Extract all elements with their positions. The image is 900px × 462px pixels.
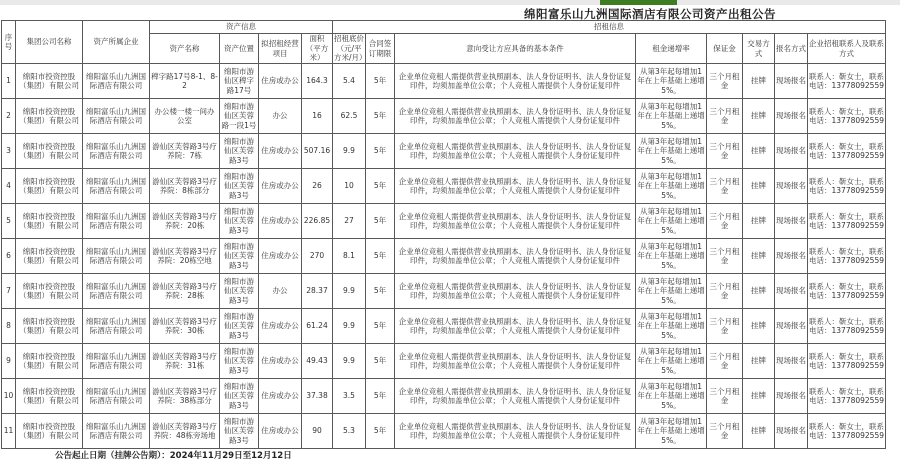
header-trade: 交易方式 bbox=[743, 34, 775, 64]
cell-condition: 企业单位竞租人需提供营业执照副本、法人身份证明书、法人身份证复印件，均须加盖单位公章；个人竞租人需提供个人身份证复印件 bbox=[395, 239, 636, 274]
cell-location: 绵阳市游仙区芙蓉路3号 bbox=[220, 344, 259, 379]
cell-trade: 挂牌 bbox=[743, 64, 775, 99]
cell-project: 住房或办公 bbox=[259, 309, 302, 344]
cell-deposit: 三个月租金 bbox=[707, 379, 743, 414]
header-contact: 企业招租联系人及联系方式 bbox=[808, 34, 886, 64]
top-bar-green-segment bbox=[600, 0, 677, 5]
cell-group: 绵阳市投资控股（集团）有限公司 bbox=[16, 169, 83, 204]
cell-trade: 挂牌 bbox=[743, 99, 775, 134]
cell-price: 62.5 bbox=[333, 99, 366, 134]
cell-condition: 企业单位竞租人需提供营业执照副本、法人身份证明书、法人身份证复印件，均须加盖单位公章；个人竞租人需提供个人身份证复印件 bbox=[395, 414, 636, 449]
header-condition: 意向受让方应具备的基本条件 bbox=[395, 34, 636, 64]
cell-group: 绵阳市投资控股（集团）有限公司 bbox=[16, 99, 83, 134]
cell-term: 5年 bbox=[366, 414, 395, 449]
cell-seq: 9 bbox=[2, 344, 16, 379]
cell-group: 绵阳市投资控股（集团）有限公司 bbox=[16, 309, 83, 344]
cell-condition: 企业单位竞租人需提供营业执照副本、法人身份证明书、法人身份证复印件，均须加盖单位公章；个人竞租人需提供个人身份证复印件 bbox=[395, 309, 636, 344]
cell-company: 绵阳富乐山九洲国际酒店有限公司 bbox=[83, 274, 150, 309]
cell-project: 住房或办公 bbox=[259, 414, 302, 449]
cell-increase: 从第3年起每增加1年在上年基础上递增5%。 bbox=[636, 169, 707, 204]
cell-price: 5.3 bbox=[333, 414, 366, 449]
cell-deposit: 三个月租金 bbox=[707, 344, 743, 379]
top-bar bbox=[0, 0, 900, 5]
cell-deposit: 三个月租金 bbox=[707, 239, 743, 274]
cell-area: 37.38 bbox=[302, 379, 333, 414]
header-increase: 租金递增率 bbox=[636, 34, 707, 64]
cell-increase: 从第3年起每增加1年在上年基础上递增5%。 bbox=[636, 414, 707, 449]
cell-company: 绵阳富乐山九洲国际酒店有限公司 bbox=[83, 204, 150, 239]
cell-price: 9.9 bbox=[333, 134, 366, 169]
cell-project: 住房或办公 bbox=[259, 379, 302, 414]
cell-asset-name: 游仙区芙蓉路3号疗养院：38栋部分 bbox=[150, 379, 220, 414]
cell-company: 绵阳富乐山九洲国际酒店有限公司 bbox=[83, 379, 150, 414]
cell-asset-name: 游仙区芙蓉路3号疗养院：31栋 bbox=[150, 344, 220, 379]
cell-location: 绵阳市游仙区芙蓉路3号 bbox=[220, 169, 259, 204]
cell-project: 住房或办公 bbox=[259, 204, 302, 239]
cell-price: 27 bbox=[333, 204, 366, 239]
cell-group: 绵阳市投资控股（集团）有限公司 bbox=[16, 134, 83, 169]
cell-price: 9.9 bbox=[333, 274, 366, 309]
cell-condition: 企业单位竞租人需提供营业执照副本、法人身份证明书、法人身份证复印件，均须加盖单位公章；个人竞租人需提供个人身份证复印件 bbox=[395, 169, 636, 204]
cell-area: 16 bbox=[302, 99, 333, 134]
cell-trade: 挂牌 bbox=[743, 309, 775, 344]
header-owner-company: 资产所属企业 bbox=[83, 21, 150, 64]
cell-signup: 现场报名 bbox=[775, 414, 808, 449]
table-row bbox=[2, 239, 886, 274]
cell-project: 办公 bbox=[259, 274, 302, 309]
cell-company: 绵阳富乐山九洲国际酒店有限公司 bbox=[83, 64, 150, 99]
cell-location: 绵阳市游仙区芙蓉路3号 bbox=[220, 204, 259, 239]
cell-term: 5年 bbox=[366, 274, 395, 309]
cell-condition: 企业单位竞租人需提供营业执照副本、法人身份证明书、法人身份证复印件，均须加盖单位公章；个人竞租人需提供个人身份证复印件 bbox=[395, 379, 636, 414]
cell-signup: 现场报名 bbox=[775, 344, 808, 379]
cell-contact: 联系人：靳女士，联系电话：13778092559 bbox=[808, 169, 886, 204]
cell-signup: 现场报名 bbox=[775, 239, 808, 274]
cell-increase: 从第3年起每增加1年在上年基础上递增5%。 bbox=[636, 204, 707, 239]
cell-project: 住房或办公 bbox=[259, 344, 302, 379]
cell-price: 10 bbox=[333, 169, 366, 204]
cell-seq: 8 bbox=[2, 309, 16, 344]
cell-seq: 1 bbox=[2, 64, 16, 99]
cell-deposit: 三个月租金 bbox=[707, 99, 743, 134]
cell-project: 住房或办公 bbox=[259, 239, 302, 274]
table-row bbox=[2, 344, 886, 379]
table-row bbox=[2, 414, 886, 449]
table-row bbox=[2, 309, 886, 344]
cell-contact: 联系人：靳女士，联系电话：13778092559 bbox=[808, 134, 886, 169]
table-row bbox=[2, 99, 886, 134]
cell-company: 绵阳富乐山九洲国际酒店有限公司 bbox=[83, 344, 150, 379]
cell-contact: 联系人：靳女士，联系电话：13778092559 bbox=[808, 274, 886, 309]
cell-asset-name: 游仙区芙蓉路3号疗养院：20栋空地 bbox=[150, 239, 220, 274]
cell-group: 绵阳市投资控股（集团）有限公司 bbox=[16, 414, 83, 449]
cell-seq: 5 bbox=[2, 204, 16, 239]
cell-area: 164.3 bbox=[302, 64, 333, 99]
cell-seq: 4 bbox=[2, 169, 16, 204]
cell-trade: 挂牌 bbox=[743, 274, 775, 309]
cell-company: 绵阳富乐山九洲国际酒店有限公司 bbox=[83, 134, 150, 169]
header-signup: 报名方式 bbox=[775, 34, 808, 64]
cell-area: 226.85 bbox=[302, 204, 333, 239]
cell-signup: 现场报名 bbox=[775, 274, 808, 309]
cell-location: 绵阳市游仙区芙蓉路3号 bbox=[220, 414, 259, 449]
cell-company: 绵阳富乐山九洲国际酒店有限公司 bbox=[83, 99, 150, 134]
cell-deposit: 三个月租金 bbox=[707, 169, 743, 204]
cell-contact: 联系人：靳女士，联系电话：13778092559 bbox=[808, 379, 886, 414]
cell-trade: 挂牌 bbox=[743, 169, 775, 204]
cell-group: 绵阳市投资控股（集团）有限公司 bbox=[16, 274, 83, 309]
cell-contact: 联系人：靳女士，联系电话：13778092559 bbox=[808, 414, 886, 449]
cell-trade: 挂牌 bbox=[743, 344, 775, 379]
cell-seq: 7 bbox=[2, 274, 16, 309]
cell-trade: 挂牌 bbox=[743, 134, 775, 169]
cell-asset-name: 游仙区芙蓉路3号疗养院：20栋 bbox=[150, 204, 220, 239]
announcement-period-note: 公告起止日期（挂牌公告期）：2024年11月29日至12月12日 bbox=[55, 451, 292, 461]
cell-location: 绵阳市游仙区芙蓉路3号 bbox=[220, 379, 259, 414]
cell-condition: 企业单位竞租人需提供营业执照副本、法人身份证明书、法人身份证复印件，均须加盖单位公章；个人竞租人需提供个人身份证复印件 bbox=[395, 274, 636, 309]
cell-price: 9.9 bbox=[333, 309, 366, 344]
cell-increase: 从第3年起每增加1年在上年基础上递增5%。 bbox=[636, 309, 707, 344]
cell-increase: 从第3年起每增加1年在上年基础上递增5%。 bbox=[636, 64, 707, 99]
cell-location: 绵阳市游仙区芙蓉路3号 bbox=[220, 309, 259, 344]
cell-asset-name: 游仙区芙蓉路3号疗养院：48栋旁场地 bbox=[150, 414, 220, 449]
cell-term: 5年 bbox=[366, 309, 395, 344]
cell-contact: 联系人：靳女士，联系电话：13778092559 bbox=[808, 99, 886, 134]
cell-group: 绵阳市投资控股（集团）有限公司 bbox=[16, 344, 83, 379]
cell-asset-name: 办公楼一楼一间办公室 bbox=[150, 99, 220, 134]
cell-increase: 从第3年起每增加1年在上年基础上递增5%。 bbox=[636, 134, 707, 169]
cell-project: 住房或办公 bbox=[259, 169, 302, 204]
cell-price: 5.4 bbox=[333, 64, 366, 99]
table-body bbox=[2, 64, 886, 449]
header-asset-name: 资产名称 bbox=[150, 34, 220, 64]
header-location: 资产位置 bbox=[220, 34, 259, 64]
header-rent-info: 招租信息 bbox=[333, 21, 886, 34]
header-term: 合同签订期限 bbox=[366, 34, 395, 64]
cell-asset-name: 游仙区芙蓉路3号疗养院：30栋 bbox=[150, 309, 220, 344]
cell-location: 绵阳市游仙区芙蓉路3号 bbox=[220, 134, 259, 169]
cell-signup: 现场报名 bbox=[775, 309, 808, 344]
cell-group: 绵阳市投资控股（集团）有限公司 bbox=[16, 64, 83, 99]
cell-condition: 企业单位竞租人需提供营业执照副本、法人身份证明书、法人身份证复印件，均须加盖单位公章；个人竞租人需提供个人身份证复印件 bbox=[395, 204, 636, 239]
cell-trade: 挂牌 bbox=[743, 414, 775, 449]
table-row bbox=[2, 134, 886, 169]
cell-signup: 现场报名 bbox=[775, 169, 808, 204]
cell-project: 住房或办公 bbox=[259, 64, 302, 99]
cell-contact: 联系人：靳女士，联系电话：13778092559 bbox=[808, 64, 886, 99]
cell-deposit: 三个月租金 bbox=[707, 309, 743, 344]
cell-project: 办公 bbox=[259, 99, 302, 134]
cell-area: 26 bbox=[302, 169, 333, 204]
cell-condition: 企业单位竞租人需提供营业执照副本、法人身份证明书、法人身份证复印件，均须加盖单位公章；个人竞租人需提供个人身份证复印件 bbox=[395, 64, 636, 99]
header-asset-info: 资产信息 bbox=[150, 21, 333, 34]
header-price: 招租底价（元/平方米/月） bbox=[334, 34, 367, 63]
cell-term: 5年 bbox=[366, 379, 395, 414]
cell-location: 绵阳市游仙区芙蓉路3号 bbox=[220, 239, 259, 274]
cell-term: 5年 bbox=[366, 344, 395, 379]
cell-company: 绵阳富乐山九洲国际酒店有限公司 bbox=[83, 239, 150, 274]
cell-area: 61.24 bbox=[302, 309, 333, 344]
table-row bbox=[2, 64, 886, 99]
cell-price: 3.5 bbox=[333, 379, 366, 414]
table-header bbox=[2, 21, 886, 64]
cell-signup: 现场报名 bbox=[775, 204, 808, 239]
cell-price: 9.9 bbox=[333, 344, 366, 379]
cell-company: 绵阳富乐山九洲国际酒店有限公司 bbox=[83, 414, 150, 449]
cell-increase: 从第3年起每增加1年在上年基础上递增5%。 bbox=[636, 239, 707, 274]
cell-area: 90 bbox=[302, 414, 333, 449]
cell-deposit: 三个月租金 bbox=[707, 414, 743, 449]
cell-group: 绵阳市投资控股（集团）有限公司 bbox=[16, 204, 83, 239]
header-seq: 序号 bbox=[2, 21, 16, 64]
cell-group: 绵阳市投资控股（集团）有限公司 bbox=[16, 379, 83, 414]
cell-location: 绵阳市游仙区芙蓉路一段1号 bbox=[220, 99, 259, 134]
cell-condition: 企业单位竞租人需提供营业执照副本、法人身份证明书、法人身份证复印件，均须加盖单位公章；个人竞租人需提供个人身份证复印件 bbox=[395, 344, 636, 379]
header-area: 面积（平方米） bbox=[302, 34, 333, 64]
cell-asset-name: 稗字路17号8-1、8-2 bbox=[150, 64, 220, 99]
cell-increase: 从第3年起每增加1年在上年基础上递增5%。 bbox=[636, 379, 707, 414]
cell-condition: 企业单位竞租人需提供营业执照副本、法人身份证明书、法人身份证复印件，均须加盖单位公章；个人竞租人需提供个人身份证复印件 bbox=[395, 134, 636, 169]
cell-seq: 2 bbox=[2, 99, 16, 134]
cell-trade: 挂牌 bbox=[743, 379, 775, 414]
cell-area: 270 bbox=[302, 239, 333, 274]
cell-seq: 10 bbox=[2, 379, 16, 414]
table-row bbox=[2, 274, 886, 309]
cell-group: 绵阳市投资控股（集团）有限公司 bbox=[16, 239, 83, 274]
cell-asset-name: 游仙区芙蓉路3号疗养院：7栋 bbox=[150, 134, 220, 169]
cell-term: 5年 bbox=[366, 169, 395, 204]
cell-deposit: 三个月租金 bbox=[707, 274, 743, 309]
cell-signup: 现场报名 bbox=[775, 379, 808, 414]
cell-increase: 从第3年起每增加1年在上年基础上递增5%。 bbox=[636, 99, 707, 134]
cell-company: 绵阳富乐山九洲国际酒店有限公司 bbox=[83, 309, 150, 344]
header-project: 拟招租经营项目 bbox=[259, 34, 302, 64]
table-row bbox=[2, 204, 886, 239]
cell-term: 5年 bbox=[366, 239, 395, 274]
cell-seq: 6 bbox=[2, 239, 16, 274]
table-row bbox=[2, 379, 886, 414]
cell-term: 5年 bbox=[366, 99, 395, 134]
cell-signup: 现场报名 bbox=[775, 134, 808, 169]
cell-signup: 现场报名 bbox=[775, 64, 808, 99]
cell-increase: 从第3年起每增加1年在上年基础上递增5%。 bbox=[636, 274, 707, 309]
header-group-company: 集团公司名称 bbox=[16, 21, 83, 64]
cell-contact: 联系人：靳女士，联系电话：13778092559 bbox=[808, 344, 886, 379]
cell-term: 5年 bbox=[366, 64, 395, 99]
cell-deposit: 三个月租金 bbox=[707, 134, 743, 169]
cell-signup: 现场报名 bbox=[775, 99, 808, 134]
cell-seq: 3 bbox=[2, 134, 16, 169]
cell-asset-name: 游仙区芙蓉路3号疗养院：8栋部分 bbox=[150, 169, 220, 204]
cell-deposit: 三个月租金 bbox=[707, 64, 743, 99]
cell-location: 绵阳市游仙区稗字路17号 bbox=[220, 64, 259, 99]
cell-contact: 联系人：靳女士，联系电话：13778092559 bbox=[808, 239, 886, 274]
cell-area: 28.37 bbox=[302, 274, 333, 309]
cell-increase: 从第3年起每增加1年在上年基础上递增5%。 bbox=[636, 344, 707, 379]
cell-contact: 联系人：靳女士，联系电话：13778092559 bbox=[808, 309, 886, 344]
cell-trade: 挂牌 bbox=[743, 204, 775, 239]
cell-project: 住房或办公 bbox=[259, 134, 302, 169]
cell-price: 8.1 bbox=[333, 239, 366, 274]
cell-asset-name: 游仙区芙蓉路3号疗养院：28栋 bbox=[150, 274, 220, 309]
table-row bbox=[2, 169, 886, 204]
cell-area: 507.16 bbox=[302, 134, 333, 169]
cell-area: 49.43 bbox=[302, 344, 333, 379]
cell-contact: 联系人：靳女士，联系电话：13778092559 bbox=[808, 204, 886, 239]
page-title: 绵阳富乐山九洲国际酒店有限公司资产出租公告 bbox=[524, 7, 776, 21]
cell-term: 5年 bbox=[366, 134, 395, 169]
cell-seq: 11 bbox=[2, 414, 16, 449]
cell-condition: 企业单位竞租人需提供营业执照副本、法人身份证明书、法人身份证复印件，均须加盖单位公章；个人竞租人需提供个人身份证复印件 bbox=[395, 99, 636, 134]
header-deposit: 保证金 bbox=[707, 34, 743, 64]
cell-location: 绵阳市游仙区芙蓉路3号 bbox=[220, 274, 259, 309]
header-group-row bbox=[2, 21, 886, 34]
cell-trade: 挂牌 bbox=[743, 239, 775, 274]
asset-rental-table bbox=[1, 20, 886, 449]
cell-deposit: 三个月租金 bbox=[707, 204, 743, 239]
cell-term: 5年 bbox=[366, 204, 395, 239]
cell-company: 绵阳富乐山九洲国际酒店有限公司 bbox=[83, 169, 150, 204]
